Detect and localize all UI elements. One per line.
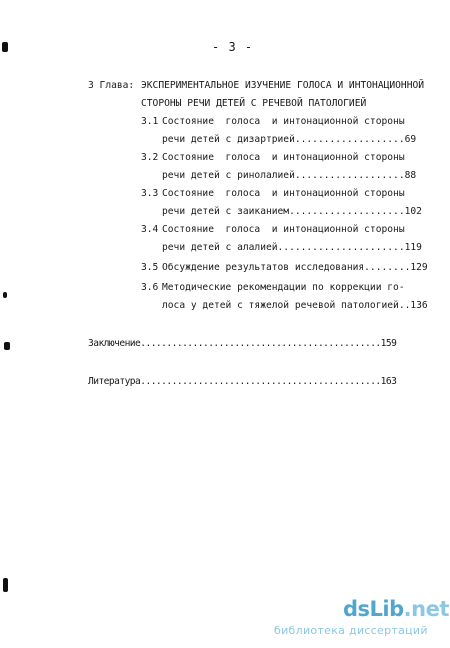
section-title-line1: Обсуждение результатов исследования........129: [162, 262, 428, 273]
section-title-line2: речи детей с заиканием....................102: [162, 206, 422, 217]
watermark-logo: dsLib.net: [343, 597, 449, 621]
section-number: 3.6: [141, 282, 159, 293]
section-number: 3.5: [141, 262, 159, 273]
section-title-line1: Состояние голоса и интонационной стороны: [162, 188, 405, 199]
toc-entry-literature: Литература..............................................163: [88, 376, 397, 387]
section-title-line2: речи детей с дизартрией...................69: [162, 134, 417, 145]
chapter-title-line2: СТОРОНЫ РЕЧИ ДЕТЕЙ С РЕЧЕВОЙ ПАТОЛОГИЕЙ: [141, 98, 367, 109]
section-number: 3.3: [141, 188, 159, 199]
watermark-subtitle: библиотека диссертаций: [274, 624, 428, 637]
section-title-line2: речи детей с алалией......................119: [162, 242, 422, 253]
section-title-line2: лоса у детей с тяжелой речевой патологией..136: [162, 300, 428, 311]
section-title-line1: Состояние голоса и интонационной стороны: [162, 224, 405, 235]
section-number: 3.1: [141, 116, 159, 127]
scan-mark: [2, 42, 8, 52]
chapter-title-line1: ЭКСПЕРИМЕНТАЛЬНОЕ ИЗУЧЕНИЕ ГОЛОСА И ИНТОНАЦИОННОЙ: [141, 80, 425, 91]
section-title-line1: Состояние голоса и интонационной стороны: [162, 116, 405, 127]
toc-entry-conclusion: Заключение..............................................159: [88, 338, 397, 349]
scan-mark: [3, 578, 8, 592]
section-title-line2: речи детей с ринолалией...................88: [162, 170, 417, 181]
page-number: - 3 -: [212, 40, 254, 54]
chapter-label: 3 Глава:: [88, 80, 135, 91]
scan-mark: [3, 292, 7, 298]
section-number: 3.2: [141, 152, 159, 163]
scan-mark: [4, 342, 10, 350]
section-number: 3.4: [141, 224, 159, 235]
section-title-line1: Методические рекомендации по коррекции го-: [162, 282, 405, 293]
section-title-line1: Состояние голоса и интонационной стороны: [162, 152, 405, 163]
